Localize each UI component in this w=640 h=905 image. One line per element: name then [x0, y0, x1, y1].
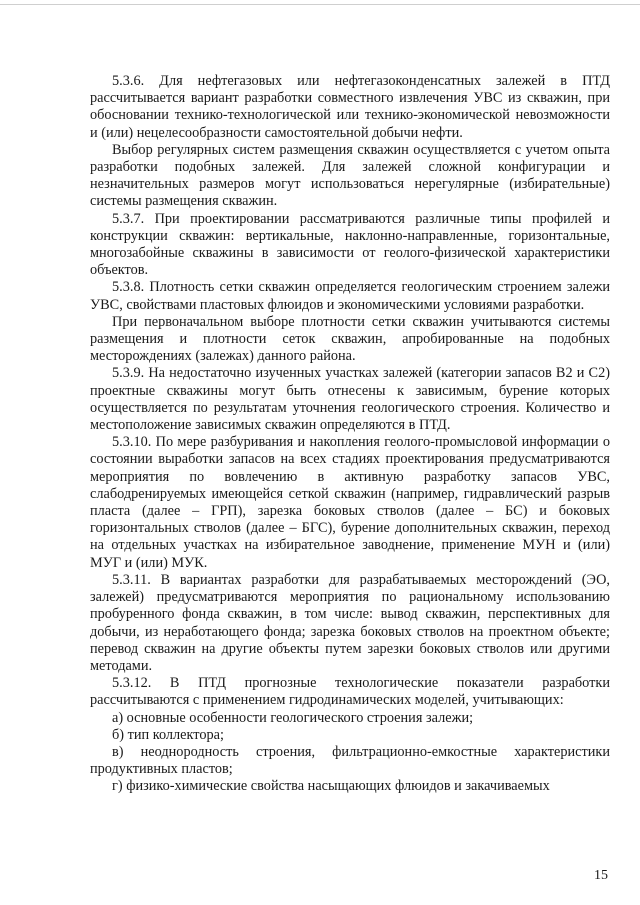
paragraph-5-3-7: 5.3.7. При проектировании рассматриваются различные типы профилей и конструкции скважин: вертикальные, наклонно-направленные, горизонтальные, многозабойные скважины в зависимости от геолого-физической характеристики объектов. — [90, 210, 610, 279]
paragraph-grid-density: При первоначальном выборе плотности сетки скважин учитываются системы размещения и плотности сеток скважин, апробированные на подобных месторождениях (залежах) данного района. — [90, 313, 610, 365]
page-top-edge — [0, 4, 640, 5]
paragraph-5-3-9: 5.3.9. На недостаточно изученных участках залежей (категории запасов В2 и С2) проектные скважины могут быть отнесены к зависимым, бурение которых осуществляется по результатам уточнения геологического строения. Количество и местоположение зависимых скважин определяются в ПТД. — [90, 365, 610, 434]
paragraph-5-3-6: 5.3.6. Для нефтегазовых или нефтегазоконденсатных залежей в ПТД рассчитывается вариант разработки совместного извлечения УВС из скважин, при обосновании технико-технологической или технико-экономической невозможности и (или) нецелесообразности самостоятельной добычи нефти. — [90, 73, 610, 141]
paragraph-5-3-11: 5.3.11. В вариантах разработки для разрабатываемых месторождений (ЭО, залежей) предусматриваются мероприятия по рациональному использованию пробуренного фонда скважин, в том числе: вывод скважин, перспективных для добычи, из неработающего фонда; зарезка боковых стволов на проектном объекте; перевод скважин на другие объекты путем зарезки боковых стволов или другими методами. — [90, 571, 610, 674]
list-item-a: а) основные особенности геологического строения залежи; — [112, 709, 474, 726]
paragraph-5-3-10: 5.3.10. По мере разбуривания и накопления геолого-промысловой информации о состоянии выработки запасов на всех стадиях проектирования предусматриваются мероприятия по вовлечению в активную разработку запасов УВС, слабодренируемых имеющейся сеткой скважин (например, гидравлический разрыв пласта (далее – ГРП), зарезка боковых стволов (далее – БС) и боковых горизонтальных стволов (далее – БГС), бурение дополнительных скважин, переход на отдельных участках на избирательное заводнение, применение МУН и (или) МУГ и (или) МУК. — [90, 434, 610, 571]
paragraph-5-3-8: 5.3.8. Плотность сетки скважин определяется геологическим строением залежи УВС, свойствами пластовых флюидов и экономическими условиями разработки. — [90, 279, 610, 313]
list-item-b: б) тип коллектора; — [112, 726, 224, 743]
paragraph-5-3-12: 5.3.12. В ПТД прогнозные технологические показатели разработки рассчитываются с применением гидродинамических моделей, учитывающих: — [90, 675, 610, 709]
list-item-g: г) физико-химические свойства насыщающих флюидов и закачиваемых — [112, 778, 550, 795]
list-item-v: в) неоднородность строения, фильтрационно-емкостные характеристики продуктивных пластов; — [90, 743, 610, 778]
document-body — [90, 73, 610, 796]
page-number: 15 — [594, 868, 608, 883]
paragraph-well-placement: Выбор регулярных систем размещения скважин осуществляется с учетом опыта разработки подобных залежей. Для залежей сложной конфигурации и незначительных размеров могут использоваться нерегулярные (избирательные) системы размещения скважин. — [90, 141, 610, 210]
